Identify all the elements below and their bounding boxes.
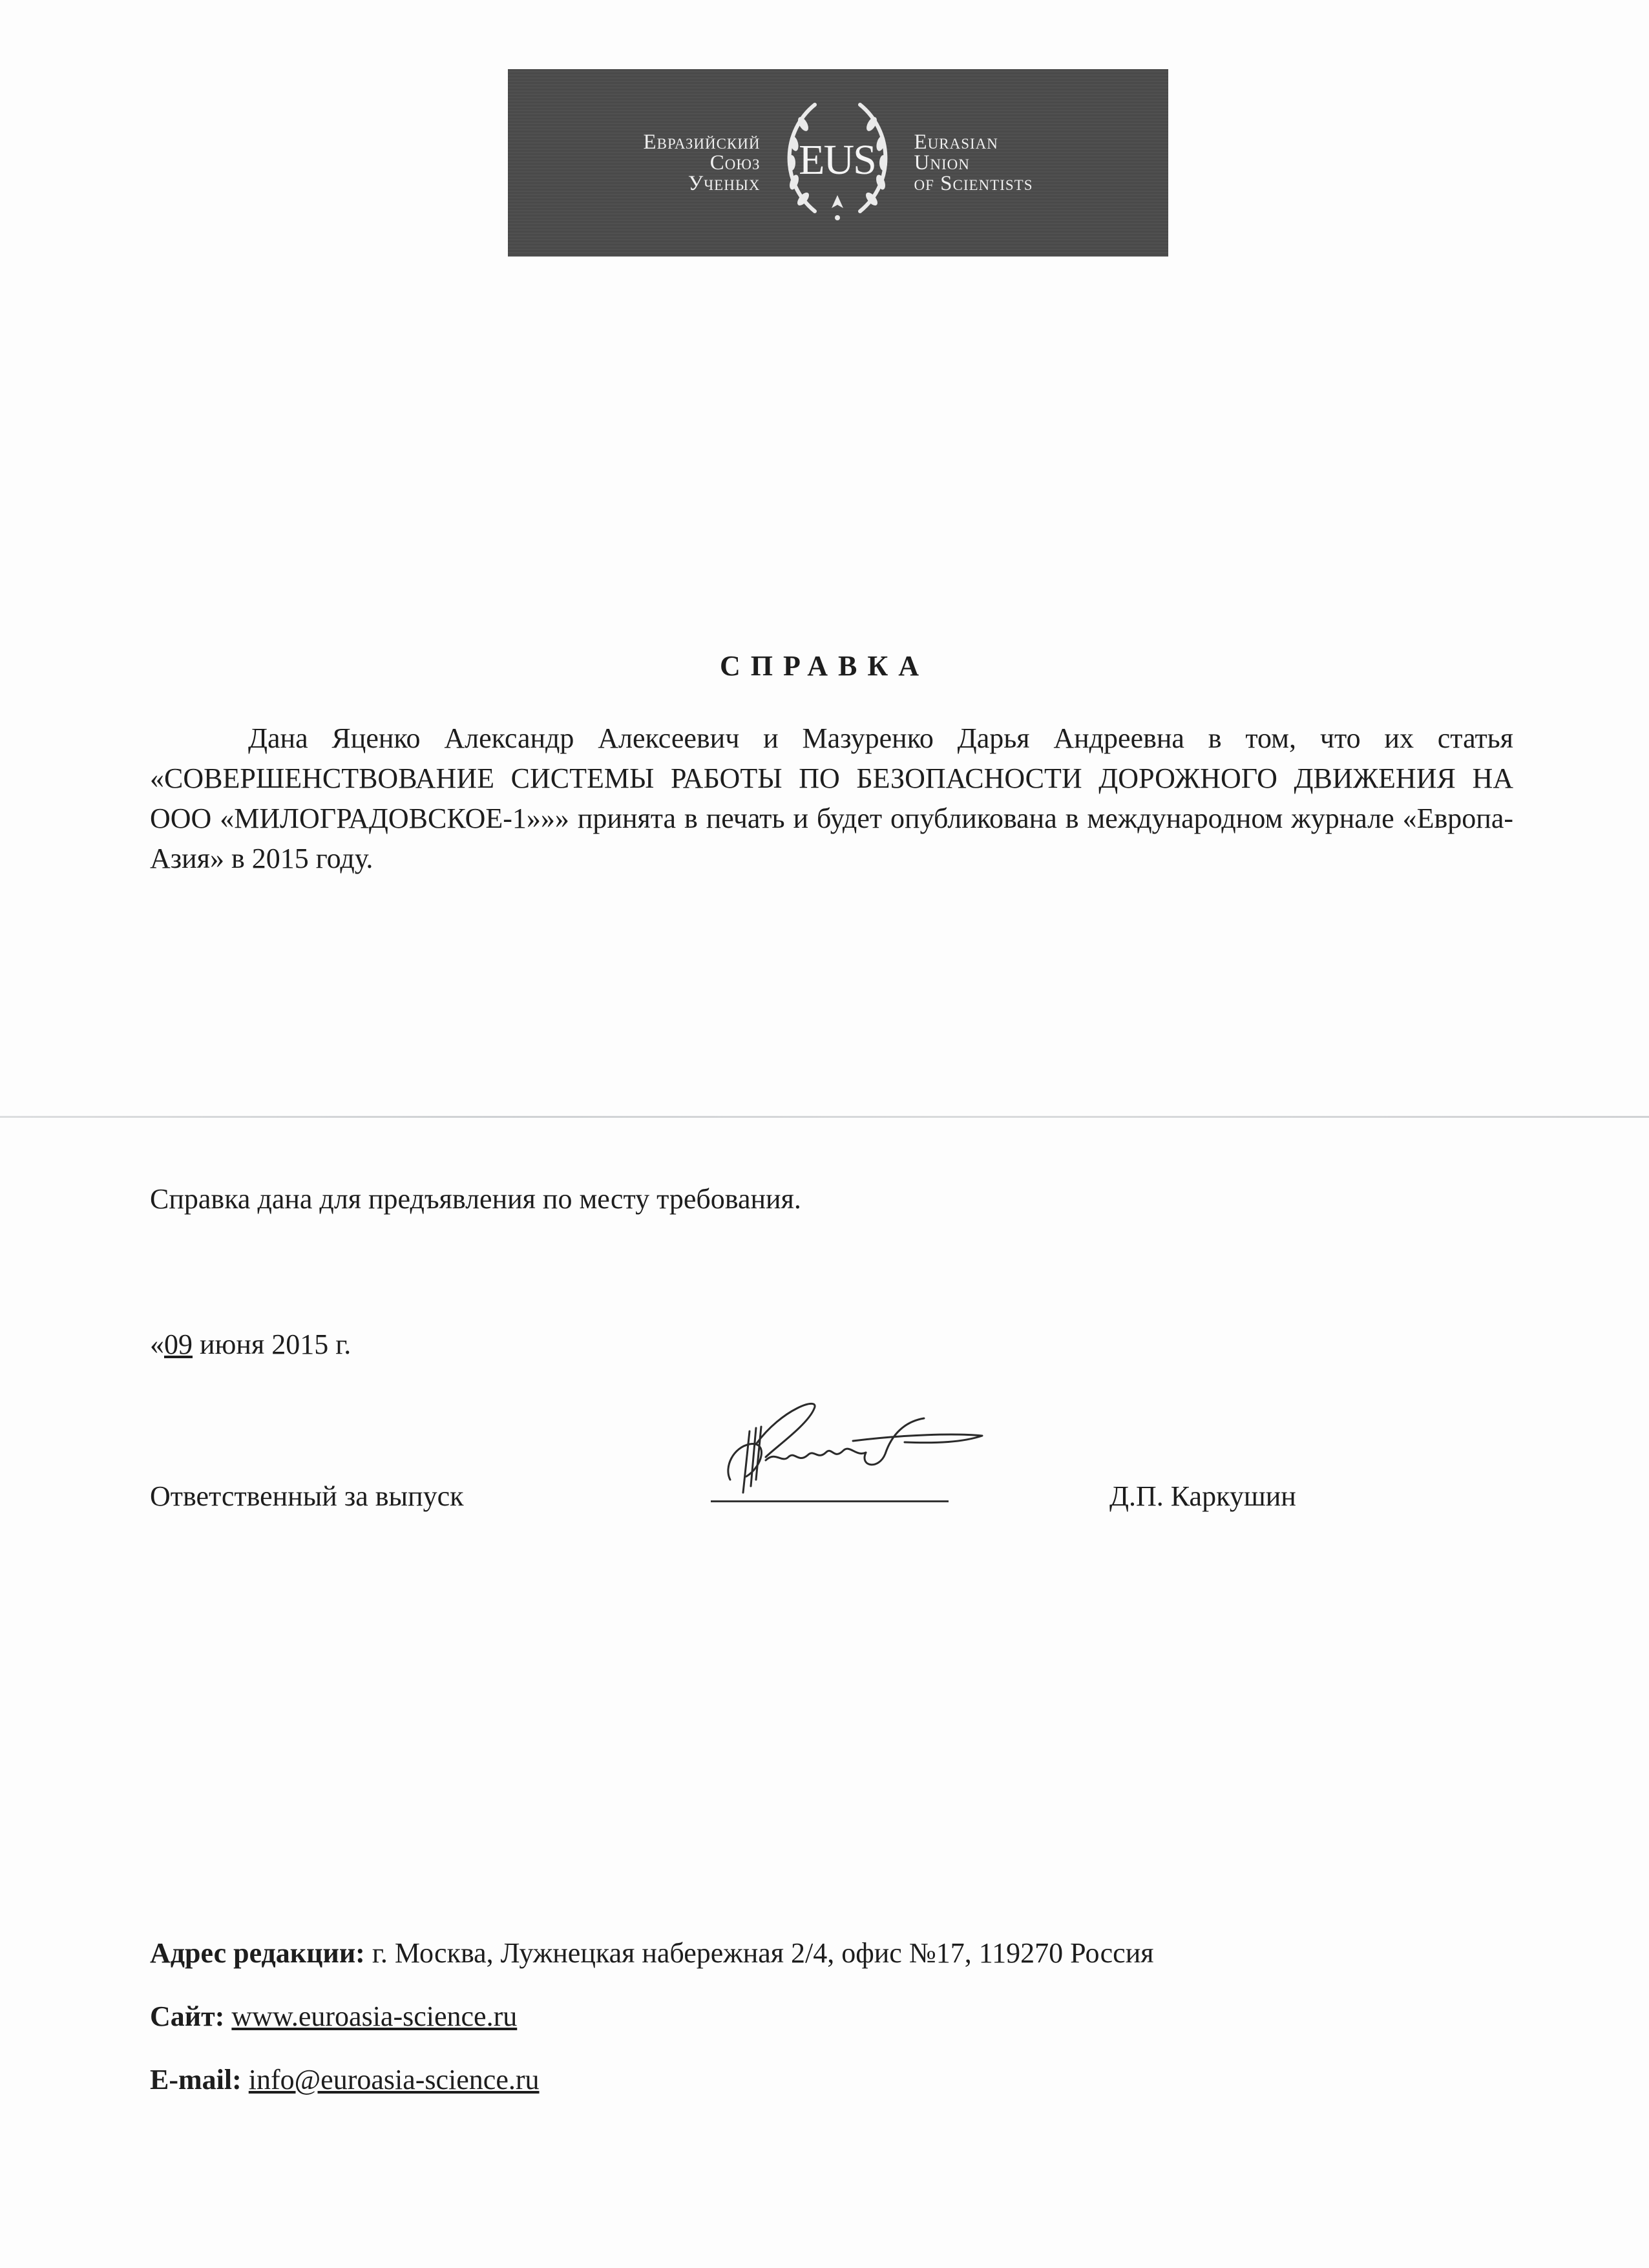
handwritten-signature bbox=[711, 1396, 1021, 1499]
responsible-person-name: Д.П. Каркушин bbox=[1109, 1480, 1296, 1512]
org-name-russian: Евразийский Союз Ученых bbox=[643, 131, 761, 195]
email-label: E-mail: bbox=[150, 2064, 242, 2095]
address-line bbox=[150, 1937, 1153, 1969]
editorial-contacts bbox=[150, 1937, 1153, 2127]
site-label: Сайт: bbox=[150, 2000, 225, 2032]
laurel-wreath-icon bbox=[770, 98, 905, 227]
date-day: 09 bbox=[164, 1328, 193, 1360]
organization-logo-banner bbox=[508, 69, 1168, 257]
site-link[interactable]: www.euroasia-science.ru bbox=[231, 2000, 518, 2032]
eus-monogram: EUS bbox=[799, 136, 876, 184]
email-link[interactable]: info@euroasia-science.ru bbox=[248, 2064, 540, 2095]
address-label: Адрес редакции: bbox=[150, 1937, 365, 1969]
certificate-body-text: Дана Яценко Александр Алексеевич и Мазуренко Дарья Андреевна в том, что их статья «СОВЕРШЕНСТВОВАНИЕ СИСТЕМЫ РАБОТЫ ПО БЕЗОПАСНОСТИ ДОРОЖНОГО ДВИЖЕНИЯ НА ООО «МИЛОГРАДОВСКОЕ-1»»» принята в печать и будет опубликована в международном журнале «Европа-Азия» в 2015 году. bbox=[150, 722, 1513, 874]
signature-line bbox=[711, 1500, 949, 1502]
address-value: г. Москва, Лужнецкая набережная 2/4, офис №17, 119270 Россия bbox=[364, 1937, 1154, 1969]
issue-date: «09 июня 2015 г. bbox=[150, 1328, 352, 1360]
site-line bbox=[150, 2000, 1153, 2033]
purpose-note: Справка дана для предъявления по месту требования. bbox=[150, 1183, 801, 1215]
org-name-english: Eurasian Union of Scientists bbox=[914, 131, 1033, 195]
email-line bbox=[150, 2064, 1153, 2096]
responsible-person-label: Ответственный за выпуск bbox=[150, 1480, 464, 1512]
document-title: СПРАВКА bbox=[719, 650, 930, 682]
paper-fold-line bbox=[0, 1116, 1649, 1118]
